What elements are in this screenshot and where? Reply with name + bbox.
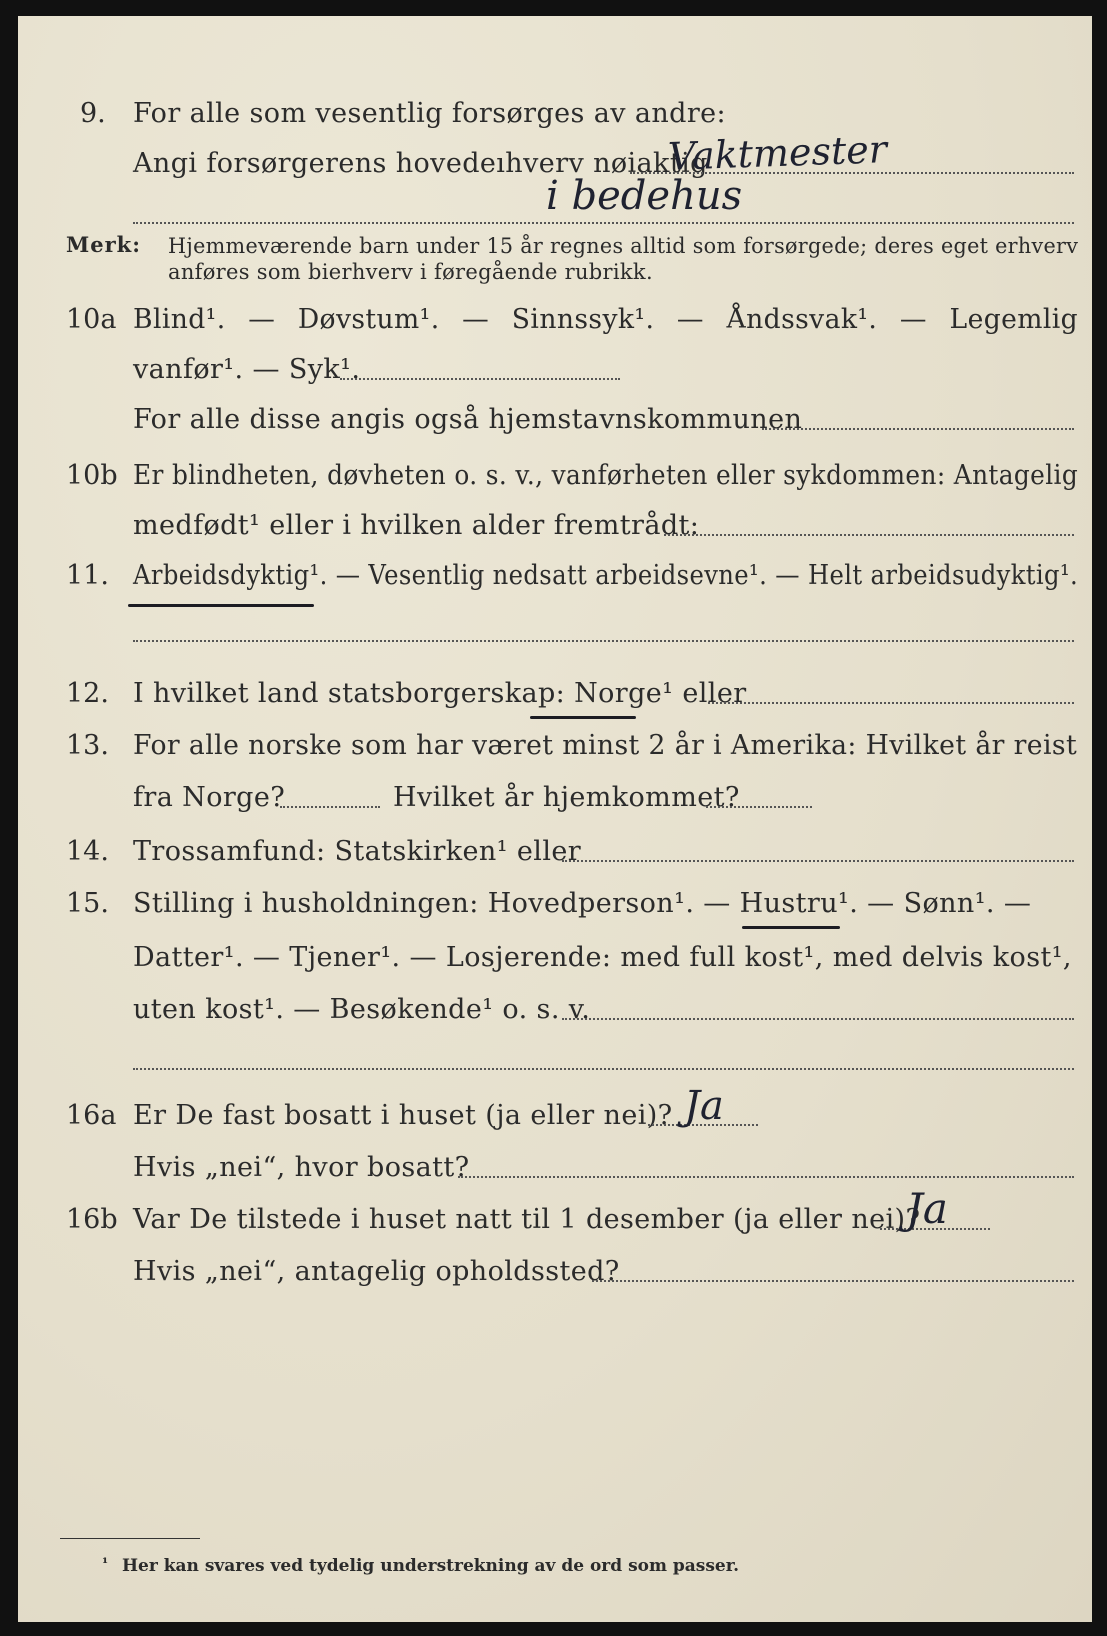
q13-question-line2b: Hvilket år hjemkommet?: [393, 782, 740, 813]
q16b-question-line2: Hvis „nei“, antagelig opholdssted?: [133, 1256, 620, 1287]
q10b-number: 10b: [66, 460, 118, 491]
merk-text-line1: Hjemmeværende barn under 15 år regnes alltid som forsørgede; deres eget erhverv: [168, 234, 1079, 258]
q9-question-line1: For alle som vesentlig forsørges av andre:: [133, 98, 727, 129]
merk-label: Merk:: [66, 232, 141, 257]
q10a-number: 10a: [66, 304, 117, 335]
merk-text-line2: anføres som bierhverv i føregående rubrikk.: [168, 260, 653, 284]
q13-hjemkommet-answer-line[interactable]: [706, 806, 812, 808]
q15-answer-line2[interactable]: [133, 1068, 1074, 1070]
q10b-question-line2: medfødt¹ eller i hvilken alder fremtrådt:: [133, 510, 700, 541]
q12-number: 12.: [66, 678, 109, 709]
q13-reist-answer-line[interactable]: [280, 806, 380, 808]
q15-question-line2: Datter¹. — Tjener¹. — Losjerende: med full kost¹, med delvis kost¹,: [133, 942, 1072, 973]
q13-number: 13.: [66, 730, 109, 761]
q9-handwritten-answer-line2: i bedehus: [546, 173, 743, 219]
q16b-number: 16b: [66, 1204, 118, 1235]
q9-question-line2: Angi forsørgerens hovedeıhverv nøiaktig: [133, 148, 708, 179]
q16a-number: 16a: [66, 1100, 117, 1131]
q16a-bosatt-answer-line[interactable]: [458, 1176, 1074, 1178]
q12-question-line1: I hvilket land statsborgerskap: Norge¹ eller: [133, 678, 747, 709]
q16b-question-line1: Var De tilstede i huset natt til 1 desember (ja eller nei)?: [133, 1204, 921, 1235]
footnote-text: Her kan svares ved tydelig understrekning av de ord som passer.: [122, 1556, 740, 1576]
q16a-question-line2: Hvis „nei“, hvor bosatt?: [133, 1152, 470, 1183]
q16b-handwritten-answer: Ja: [906, 1184, 948, 1233]
footnote-marker: ¹: [102, 1556, 109, 1572]
q10a-question-line3: For alle disse angis også hjemstavnskommunen: [133, 404, 803, 435]
q16a-handwritten-answer: Ja: [684, 1083, 724, 1129]
q11-question-line1: Arbeidsdyktig¹. — Vesentlig nedsatt arbeidsevne¹. — Helt arbeidsudyktig¹.: [133, 560, 1079, 591]
q14-answer-line[interactable]: [562, 860, 1074, 862]
q14-number: 14.: [66, 836, 109, 867]
q9-answer-line2[interactable]: [133, 222, 1074, 224]
q11-arbeidsdyktig-underline: [128, 604, 314, 607]
q10b-answer-line[interactable]: [664, 534, 1074, 536]
footnote-rule: [60, 1538, 200, 1539]
q10a-question-line1: Blind¹. — Døvstum¹. — Sinnssyk¹. — Åndssvak¹. — Legemlig: [133, 304, 1079, 335]
q10a-question-line2: vanfør¹. — Syk¹.: [133, 354, 361, 385]
q15-hustru-underline: [742, 926, 840, 929]
q13-question-line1: For alle norske som har været minst 2 år i Amerika: Hvilket år reist: [133, 730, 1078, 761]
q13-question-line2a: fra Norge?: [133, 782, 286, 813]
q10a-hjemstavn-line[interactable]: [762, 428, 1074, 430]
q12-norge-underline: [530, 716, 636, 719]
q15-answer-line[interactable]: [562, 1018, 1074, 1020]
q10b-question-line1: Er blindheten, døvheten o. s. v., vanførheten eller sykdommen: Antagelig: [133, 460, 1079, 491]
q15-number: 15.: [66, 888, 109, 919]
q16a-question-line1: Er De fast bosatt i huset (ja eller nei)?: [133, 1100, 673, 1131]
q15-question-line1: Stilling i husholdningen: Hovedperson¹. — Hustru¹. — Sønn¹. —: [133, 888, 1032, 919]
q9-handwritten-answer-line1: Vaktmester: [667, 127, 888, 179]
q16b-oppholdssted-answer-line[interactable]: [592, 1280, 1074, 1282]
q11-number: 11.: [66, 560, 109, 591]
q15-question-line3: uten kost¹. — Besøkende¹ o. s. v.: [133, 994, 591, 1025]
q11-answer-line[interactable]: [133, 640, 1074, 642]
census-form-page: [18, 16, 1092, 1622]
q12-answer-line[interactable]: [708, 702, 1074, 704]
q14-question-line1: Trossamfund: Statskirken¹ eller: [133, 836, 582, 867]
q9-number: 9.: [80, 98, 106, 129]
q10a-answer-line[interactable]: [340, 378, 620, 380]
